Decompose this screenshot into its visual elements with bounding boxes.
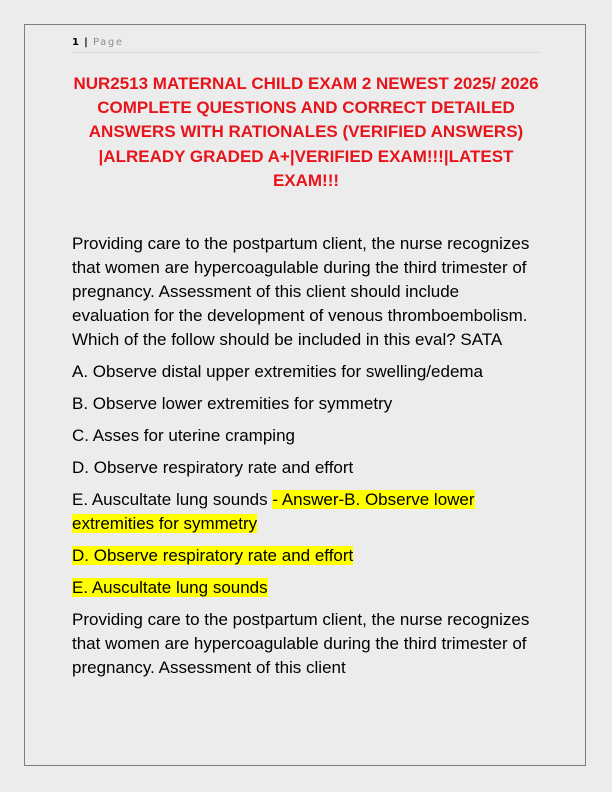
document-body [72, 232, 540, 688]
question-stem: Providing care to the postpartum client, the nurse recognizes that women are hypercoagulable during the third trimester of pregnancy. Assessment of this client should include evaluation for the development of venous thromboembolism. Which of the follow should be included in this eval? SATA [72, 234, 530, 349]
answer-highlight: - Answer-B. Observe lower extremities for symmetry [72, 490, 475, 533]
option-e: E. Auscultate lung sounds [72, 490, 268, 509]
option-d: D. Observe respiratory rate and effort [72, 458, 354, 477]
answer-highlight-d: D. Observe respiratory rate and effort [72, 546, 354, 565]
page-separator: | [84, 37, 88, 48]
question-stem-2: Providing care to the postpartum client, the nurse recognizes that women are hypercoagulable during the third trimester of pregnancy. Assessment of this client [72, 610, 530, 677]
option-a: A. Observe distal upper extremities for swelling/edema [72, 362, 484, 381]
option-b: B. Observe lower extremities for symmetry [72, 394, 393, 413]
answer-highlight-e: E. Auscultate lung sounds [72, 578, 268, 597]
page-number: 1 [72, 37, 79, 48]
document-title: NUR2513 MATERNAL CHILD EXAM 2 NEWEST 2025/ 2026 COMPLETE QUESTIONS AND CORRECT DETAILED ANSWERS WITH RATIONALES (VERIFIED ANSWERS) |ALREADY GRADED A+|VERIFIED EXAM!!!|LATEST EXAM!!! [73, 74, 539, 190]
answer-line-d [72, 544, 540, 568]
answer-line-e [72, 576, 540, 600]
page-header [72, 36, 540, 53]
option-c: C. Asses for uterine cramping [72, 426, 295, 445]
option-e-with-answer [72, 488, 540, 536]
page-label: Page [93, 37, 124, 48]
